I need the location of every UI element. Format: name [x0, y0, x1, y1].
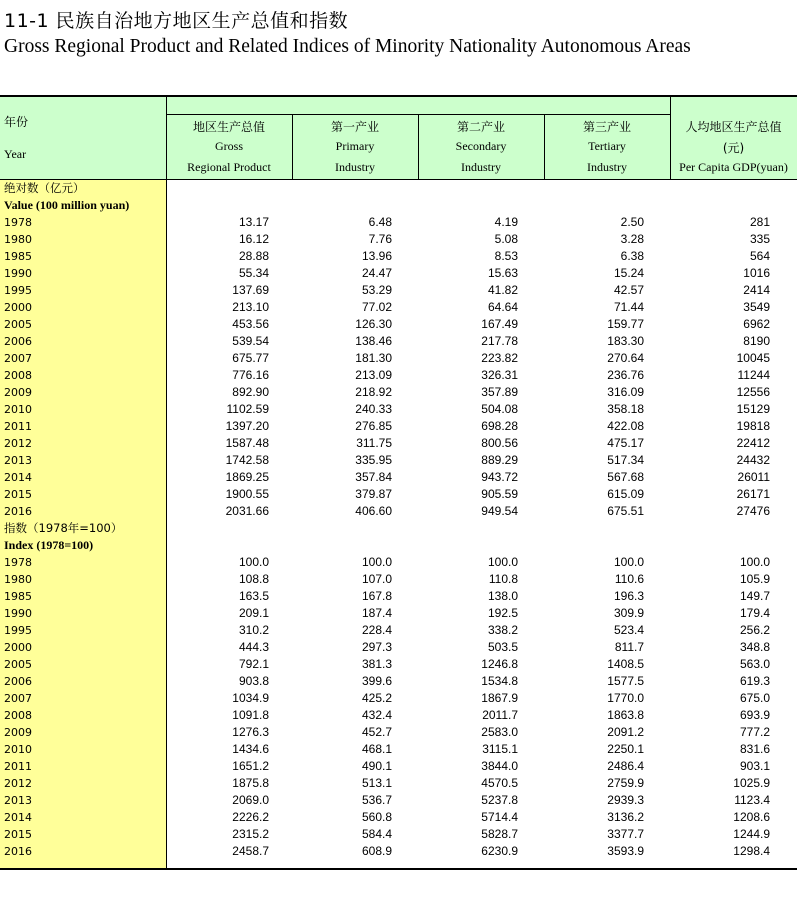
section-label-row [0, 520, 797, 537]
table-row [0, 571, 797, 588]
value-cell: 425.2 [361, 691, 392, 705]
page-title-cn: 11-1 民族自治地方地区生产总值和指数 [4, 10, 349, 32]
year-cell: 2013 [4, 794, 32, 807]
year-cell: 2008 [4, 709, 32, 722]
value-cell: 1742.58 [225, 453, 269, 467]
value-cell: 1534.8 [481, 674, 518, 688]
value-cell: 5714.4 [481, 810, 518, 824]
table-row [0, 741, 797, 758]
value-cell: 6962 [743, 317, 770, 331]
value-cell: 64.64 [487, 300, 518, 314]
value-cell: 1246.8 [481, 657, 518, 671]
value-cell: 776.16 [232, 368, 269, 382]
table-row [0, 248, 797, 265]
value-cell: 26011 [737, 470, 770, 484]
table-row [0, 452, 797, 469]
primary-header-en2: Industry [335, 160, 375, 174]
table-row [0, 214, 797, 231]
value-cell: 256.2 [739, 623, 770, 637]
year-cell: 2007 [4, 352, 32, 365]
value-cell: 10045 [736, 351, 770, 365]
value-cell: 800.56 [481, 436, 518, 450]
value-cell: 15129 [736, 402, 770, 416]
value-cell: 1651.2 [232, 759, 269, 773]
value-cell: 2091.2 [607, 725, 644, 739]
value-cell: 149.7 [739, 589, 770, 603]
gdp-header-en1: Gross [214, 139, 243, 153]
table-row [0, 265, 797, 282]
table-row [0, 707, 797, 724]
value-cell: 100.0 [361, 555, 392, 569]
year-cell: 1995 [4, 624, 32, 637]
value-cell: 19818 [736, 419, 770, 433]
tertiary-header-cn: 第三产业 [582, 120, 631, 134]
value-cell: 903.8 [238, 674, 269, 688]
value-cell: 8190 [743, 334, 770, 348]
value-cell: 675.77 [232, 351, 269, 365]
value-cell: 792.1 [238, 657, 269, 671]
table-row [0, 486, 797, 503]
year-cell: 1978 [4, 556, 32, 569]
year-cell: 2011 [4, 420, 32, 433]
year-cell: 2009 [4, 726, 32, 739]
value-cell: 1875.8 [232, 776, 269, 790]
value-cell: 3549 [743, 300, 770, 314]
value-cell: 4570.5 [481, 776, 518, 790]
value-cell: 163.5 [238, 589, 269, 603]
value-cell: 608.9 [361, 844, 392, 858]
secondary-header-cn: 第二产业 [456, 120, 505, 134]
value-cell: 310.2 [238, 623, 269, 637]
section-label-row [0, 197, 797, 214]
table-body [0, 180, 797, 868]
table-row [0, 350, 797, 367]
value-cell: 1208.6 [733, 810, 770, 824]
value-cell: 903.1 [739, 759, 770, 773]
value-cell: 8.53 [494, 249, 518, 263]
table-row [0, 724, 797, 741]
value-cell: 126.30 [355, 317, 392, 331]
value-cell: 358.18 [607, 402, 644, 416]
value-cell: 107.0 [361, 572, 392, 586]
value-cell: 468.1 [361, 742, 392, 756]
value-cell: 159.77 [607, 317, 644, 331]
value-cell: 42.57 [613, 283, 644, 297]
value-cell: 3115.1 [482, 742, 518, 756]
value-cell: 326.31 [481, 368, 518, 382]
table-row [0, 299, 797, 316]
value-cell: 348.8 [739, 640, 770, 654]
table-row [0, 843, 797, 860]
year-header-cn: 年份 [4, 115, 29, 129]
year-cell: 1990 [4, 607, 32, 620]
value-cell: 100.0 [739, 555, 770, 569]
value-cell: 2.50 [620, 215, 644, 229]
value-cell: 1869.25 [225, 470, 269, 484]
value-cell: 311.75 [356, 436, 392, 450]
year-cell: 1980 [4, 233, 32, 246]
value-cell: 297.3 [361, 640, 392, 654]
value-cell: 3844.0 [481, 759, 518, 773]
year-cell: 2007 [4, 692, 32, 705]
value-cell: 181.30 [355, 351, 392, 365]
table-row [0, 282, 797, 299]
value-cell: 281 [749, 215, 770, 229]
value-cell: 357.89 [481, 385, 518, 399]
value-cell: 406.60 [355, 504, 392, 518]
value-cell: 137.69 [232, 283, 269, 297]
year-cell: 2010 [4, 743, 32, 756]
value-cell: 777.2 [739, 725, 770, 739]
value-cell: 2486.4 [607, 759, 644, 773]
value-cell: 1770.0 [607, 691, 644, 705]
value-cell: 379.87 [355, 487, 392, 501]
value-cell: 357.84 [355, 470, 392, 484]
table-row [0, 690, 797, 707]
value-cell: 675.51 [607, 504, 644, 518]
section-label-en: Index (1978=100) [4, 538, 94, 552]
value-cell: 563.0 [739, 657, 770, 671]
year-cell: 1978 [4, 216, 32, 229]
table-row [0, 367, 797, 384]
table-row [0, 435, 797, 452]
value-cell: 905.59 [481, 487, 518, 501]
value-cell: 5828.7 [481, 827, 518, 841]
table-row [0, 333, 797, 350]
table-row [0, 775, 797, 792]
value-cell: 1867.9 [481, 691, 518, 705]
value-cell: 270.64 [607, 351, 644, 365]
value-cell: 1434.6 [232, 742, 269, 756]
value-cell: 196.3 [613, 589, 644, 603]
table-row [0, 503, 797, 520]
value-cell: 1298.4 [733, 844, 770, 858]
value-cell: 1091.8 [232, 708, 269, 722]
value-cell: 15.24 [613, 266, 644, 280]
year-cell: 1985 [4, 250, 32, 263]
table-row [0, 316, 797, 333]
table-row [0, 588, 797, 605]
value-cell: 1408.5 [607, 657, 644, 671]
value-cell: 513.1 [361, 776, 392, 790]
year-cell: 2006 [4, 335, 32, 348]
gdp-header [166, 97, 292, 179]
value-cell: 187.4 [361, 606, 392, 620]
value-cell: 138.46 [355, 334, 392, 348]
value-cell: 453.56 [232, 317, 269, 331]
value-cell: 517.34 [607, 453, 644, 467]
year-cell: 2000 [4, 641, 32, 654]
value-cell: 422.08 [607, 419, 644, 433]
value-cell: 1863.8 [607, 708, 644, 722]
percap-header-unit: (元) [722, 141, 745, 155]
primary-header-cn: 第一产业 [330, 120, 379, 134]
section-label-row [0, 180, 797, 197]
table-row [0, 384, 797, 401]
table-row [0, 605, 797, 622]
value-cell: 432.4 [361, 708, 392, 722]
value-cell: 167.8 [361, 589, 392, 603]
year-cell: 2009 [4, 386, 32, 399]
year-cell: 2010 [4, 403, 32, 416]
value-cell: 399.6 [361, 674, 392, 688]
value-cell: 504.08 [481, 402, 518, 416]
secondary-header-en2: Industry [461, 160, 501, 174]
value-cell: 71.44 [613, 300, 644, 314]
year-cell: 1985 [4, 590, 32, 603]
value-cell: 3593.9 [607, 844, 644, 858]
section-label-row [0, 537, 797, 554]
value-cell: 2759.9 [607, 776, 644, 790]
value-cell: 26171 [736, 487, 770, 501]
table-row [0, 418, 797, 435]
value-cell: 3136.2 [607, 810, 644, 824]
value-cell: 183.30 [607, 334, 644, 348]
value-cell: 831.6 [739, 742, 770, 756]
year-cell: 2012 [4, 777, 32, 790]
value-cell: 6.38 [620, 249, 644, 263]
value-cell: 943.72 [481, 470, 518, 484]
table-row [0, 639, 797, 656]
year-cell: 2014 [4, 811, 32, 824]
value-cell: 13.96 [361, 249, 392, 263]
tertiary-header [544, 97, 670, 179]
year-cell: 2016 [4, 505, 32, 518]
value-cell: 539.54 [232, 334, 269, 348]
value-cell: 105.9 [739, 572, 770, 586]
table-row [0, 826, 797, 843]
year-cell: 2008 [4, 369, 32, 382]
table-row [0, 673, 797, 690]
value-cell: 5.08 [494, 232, 518, 246]
primary-header [292, 97, 418, 179]
table-row [0, 401, 797, 418]
tertiary-header-en1: Tertiary [588, 139, 626, 153]
tertiary-header-en2: Industry [587, 160, 627, 174]
value-cell: 1276.3 [232, 725, 269, 739]
value-cell: 7.76 [368, 232, 392, 246]
table-header [0, 97, 797, 180]
year-cell: 2011 [4, 760, 32, 773]
year-cell: 2000 [4, 301, 32, 314]
value-cell: 1397.20 [225, 419, 269, 433]
year-cell: 2013 [4, 454, 32, 467]
value-cell: 218.92 [355, 385, 392, 399]
value-cell: 811.7 [614, 640, 644, 654]
secondary-header-en1: Secondary [455, 139, 507, 153]
year-cell: 2016 [4, 845, 32, 858]
value-cell: 335 [749, 232, 770, 246]
value-cell: 2414 [743, 283, 770, 297]
value-cell: 2458.7 [232, 844, 269, 858]
percap-header-en: Per Capita GDP(yuan) [679, 160, 788, 174]
value-cell: 192.5 [487, 606, 518, 620]
value-cell: 316.09 [607, 385, 644, 399]
value-cell: 892.90 [232, 385, 269, 399]
value-cell: 444.3 [238, 640, 269, 654]
value-cell: 41.82 [487, 283, 518, 297]
year-cell: 2015 [4, 488, 32, 501]
value-cell: 100.0 [487, 555, 518, 569]
value-cell: 949.54 [481, 504, 518, 518]
value-cell: 53.29 [361, 283, 392, 297]
table-row [0, 809, 797, 826]
year-cell: 2015 [4, 828, 32, 841]
value-cell: 2031.66 [225, 504, 269, 518]
year-cell: 2005 [4, 658, 32, 671]
year-cell: 1980 [4, 573, 32, 586]
value-cell: 2069.0 [232, 793, 269, 807]
value-cell: 15.63 [487, 266, 518, 280]
value-cell: 2583.0 [481, 725, 518, 739]
value-cell: 24432 [736, 453, 770, 467]
value-cell: 167.49 [481, 317, 518, 331]
value-cell: 276.85 [355, 419, 392, 433]
value-cell: 693.9 [739, 708, 770, 722]
table-bottom-rule [0, 868, 797, 870]
value-cell: 100.0 [613, 555, 644, 569]
page-title-en: Gross Regional Product and Related Indices of Minority Nationality Autonomous Areas [4, 36, 691, 57]
value-cell: 2226.2 [232, 810, 269, 824]
value-cell: 4.19 [494, 215, 518, 229]
value-cell: 77.02 [361, 300, 392, 314]
value-cell: 209.1 [238, 606, 269, 620]
table-row [0, 792, 797, 809]
value-cell: 567.68 [607, 470, 644, 484]
value-cell: 110.8 [488, 572, 518, 586]
value-cell: 13.17 [238, 215, 269, 229]
data-table [0, 95, 797, 868]
value-cell: 24.47 [361, 266, 392, 280]
value-cell: 213.09 [355, 368, 392, 382]
year-cell: 2006 [4, 675, 32, 688]
year-header [0, 97, 167, 179]
value-cell: 523.4 [613, 623, 644, 637]
value-cell: 138.0 [487, 589, 518, 603]
value-cell: 236.76 [607, 368, 644, 382]
value-cell: 3377.7 [607, 827, 644, 841]
value-cell: 1577.5 [607, 674, 644, 688]
value-cell: 217.78 [481, 334, 518, 348]
value-cell: 3.28 [620, 232, 644, 246]
year-cell: 1990 [4, 267, 32, 280]
value-cell: 1025.9 [733, 776, 770, 790]
value-cell: 2250.1 [607, 742, 644, 756]
year-cell: 2005 [4, 318, 32, 331]
value-cell: 2011.7 [482, 708, 518, 722]
value-cell: 675.0 [739, 691, 770, 705]
value-cell: 615.09 [607, 487, 644, 501]
value-cell: 1016 [743, 266, 770, 280]
percap-header [670, 97, 797, 179]
value-cell: 6.48 [368, 215, 392, 229]
value-cell: 889.29 [481, 453, 518, 467]
value-cell: 22412 [736, 436, 770, 450]
value-cell: 1034.9 [232, 691, 269, 705]
value-cell: 564 [749, 249, 770, 263]
value-cell: 223.82 [481, 351, 518, 365]
table-row [0, 231, 797, 248]
value-cell: 2939.3 [607, 793, 644, 807]
value-cell: 55.34 [238, 266, 269, 280]
value-cell: 1102.59 [226, 402, 269, 416]
year-cell: 2012 [4, 437, 32, 450]
percap-header-cn: 人均地区生产总值 [685, 120, 782, 134]
value-cell: 27476 [736, 504, 770, 518]
value-cell: 309.9 [613, 606, 644, 620]
value-cell: 584.4 [361, 827, 392, 841]
value-cell: 5237.8 [481, 793, 518, 807]
section-label-cn: 绝对数（亿元） [4, 181, 85, 195]
secondary-header [418, 97, 544, 179]
year-cell: 1995 [4, 284, 32, 297]
value-cell: 100.0 [238, 555, 269, 569]
value-cell: 560.8 [361, 810, 392, 824]
value-cell: 228.4 [361, 623, 392, 637]
year-cell: 2014 [4, 471, 32, 484]
value-cell: 213.10 [232, 300, 269, 314]
value-cell: 6230.9 [481, 844, 518, 858]
value-cell: 536.7 [361, 793, 392, 807]
value-cell: 1587.48 [225, 436, 269, 450]
year-header-en: Year [4, 147, 27, 161]
value-cell: 698.28 [481, 419, 518, 433]
table-row [0, 656, 797, 673]
table-row [0, 622, 797, 639]
value-cell: 110.6 [614, 572, 644, 586]
table-row [0, 469, 797, 486]
value-cell: 1244.9 [733, 827, 770, 841]
value-cell: 381.3 [361, 657, 392, 671]
value-cell: 1123.4 [734, 793, 770, 807]
value-cell: 12556 [736, 385, 770, 399]
value-cell: 240.33 [355, 402, 392, 416]
section-label-en: Value (100 million yuan) [4, 198, 130, 212]
value-cell: 108.8 [238, 572, 269, 586]
table-row [0, 554, 797, 571]
value-cell: 335.95 [355, 453, 392, 467]
gdp-header-cn: 地区生产总值 [192, 120, 265, 134]
value-cell: 619.3 [739, 674, 770, 688]
value-cell: 503.5 [487, 640, 518, 654]
primary-header-en1: Primary [335, 139, 375, 153]
value-cell: 16.12 [238, 232, 269, 246]
value-cell: 490.1 [361, 759, 392, 773]
table-row [0, 758, 797, 775]
value-cell: 1900.55 [225, 487, 269, 501]
value-cell: 11244 [737, 368, 770, 382]
gdp-header-en2: Regional Product [187, 160, 271, 174]
value-cell: 179.4 [739, 606, 770, 620]
value-cell: 28.88 [238, 249, 269, 263]
value-cell: 338.2 [487, 623, 518, 637]
value-cell: 475.17 [607, 436, 644, 450]
value-cell: 452.7 [361, 725, 392, 739]
value-cell: 2315.2 [232, 827, 269, 841]
section-label-cn: 指数（1978年=100） [4, 521, 123, 535]
